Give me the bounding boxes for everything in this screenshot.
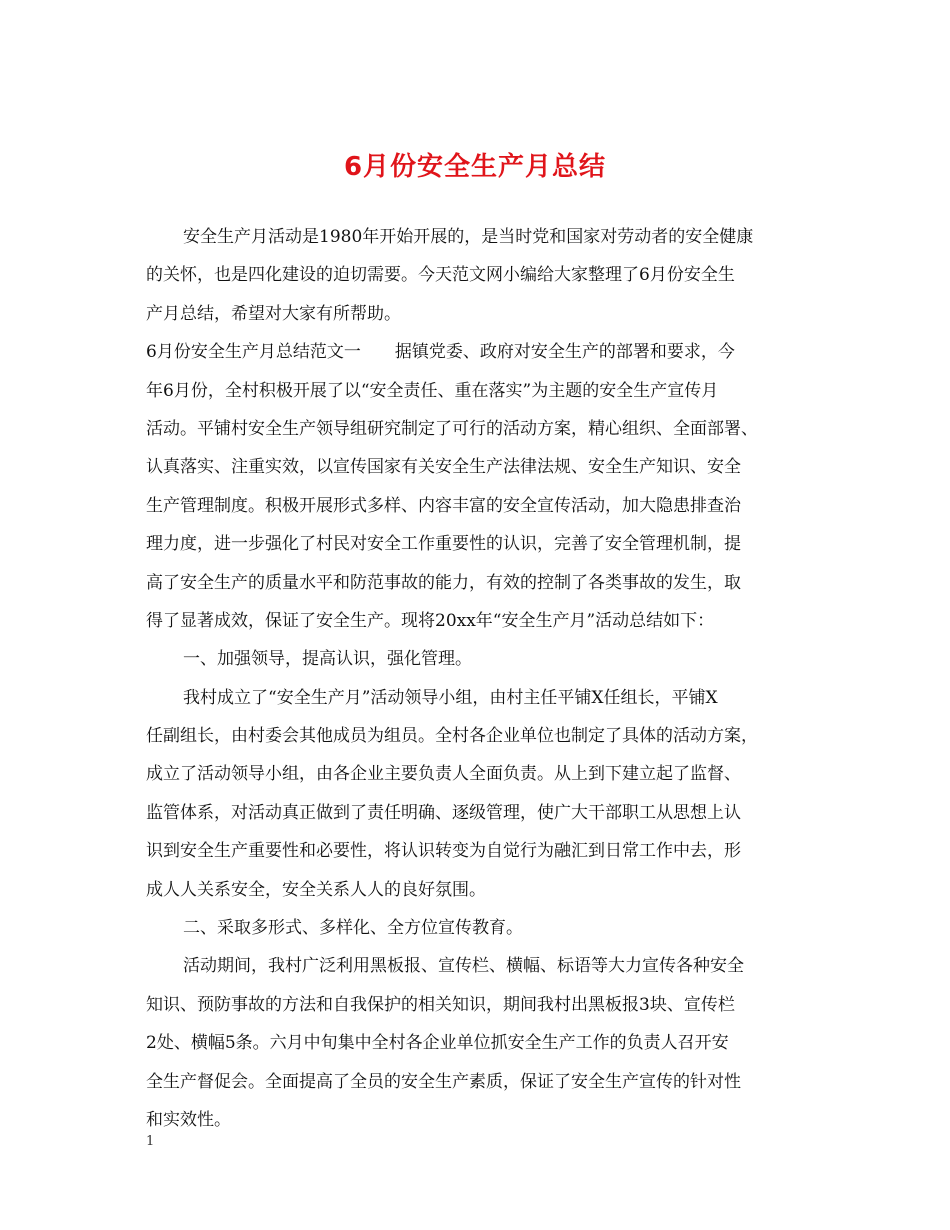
text-line: 全生产督促会。全面提高了全员的安全生产素质，保证了安全生产宣传的针对性 <box>146 1071 741 1092</box>
text-line: 得了显著成效，保证了安全生产。现将20xx年“安全生产月”活动总结如下： <box>146 610 715 631</box>
text-line: 6月份安全生产月总结范文一 据镇党委、政府对安全生产的部署和要求，今 <box>146 342 735 363</box>
text-line: 生产管理制度。积极开展形式多样、内容丰富的安全宣传活动，加大隐患排查治 <box>146 495 741 516</box>
section-heading: 二、采取多形式、多样化、全方位宣传教育。 <box>183 918 523 939</box>
text-line: 任副组长，由村委会其他成员为组员。全村各企业单位也制定了具体的活动方案， <box>146 726 758 747</box>
text-line: 年6月份，全村积极开展了以“安全责任、重在落实”为主题的安全生产宣传月 <box>146 380 719 401</box>
text-line: 高了安全生产的质量水平和防范事故的能力，有效的控制了各类事故的发生，取 <box>146 572 741 593</box>
text-line: 监管体系，对活动真正做到了责任明确、逐级管理，使广大干部职工从思想上认 <box>146 802 741 823</box>
text-line: 知识、预防事故的方法和自我保护的相关知识，期间我村出黑板报3块、宣传栏 <box>146 994 735 1015</box>
page-number: 1 <box>146 1134 155 1149</box>
text-line: 2处、横幅5条。六月中旬集中全村各企业单位抓安全生产工作的负责人召开安 <box>146 1033 729 1054</box>
text-line: 认真落实、注重实效，以宣传国家有关安全生产法律法规、安全生产知识、安全 <box>146 457 741 478</box>
text-line: 活动期间，我村广泛利用黑板报、宣传栏、横幅、标语等大力宣传各种安全 <box>183 956 744 977</box>
text-line: 成立了活动领导小组，由各企业主要负责人全面负责。从上到下建立起了监督、 <box>146 764 741 785</box>
text-line: 成人人关系安全，安全关系人人的良好氛围。 <box>146 879 486 900</box>
section-heading: 一、加强领导，提高认识，强化管理。 <box>183 649 472 670</box>
text-line: 和实效性。 <box>146 1109 231 1130</box>
text-line: 的关怀，也是四化建设的迫切需要。今天范文网小编给大家整理了6月份安全生 <box>146 265 735 286</box>
document-body <box>146 218 806 1139</box>
text-line: 识到安全生产重要性和必要性，将认识转变为自觉行为融汇到日常工作中去，形 <box>146 841 741 862</box>
text-line: 活动。平铺村安全生产领导组研究制定了可行的活动方案，精心组织、全面部署、 <box>146 418 758 439</box>
document-title: 6月份安全生产月总结 <box>343 152 607 182</box>
text-line: 我村成立了“安全生产月”活动领导小组，由村主任平铺X任组长，平铺X <box>183 687 718 708</box>
text-line: 理力度，进一步强化了村民对安全工作重要性的认识，完善了安全管理机制，提 <box>146 534 741 555</box>
text-line: 安全生产月活动是1980年开始开展的，是当时党和国家对劳动者的安全健康 <box>183 227 754 247</box>
text-line: 产月总结，希望对大家有所帮助。 <box>146 303 401 324</box>
